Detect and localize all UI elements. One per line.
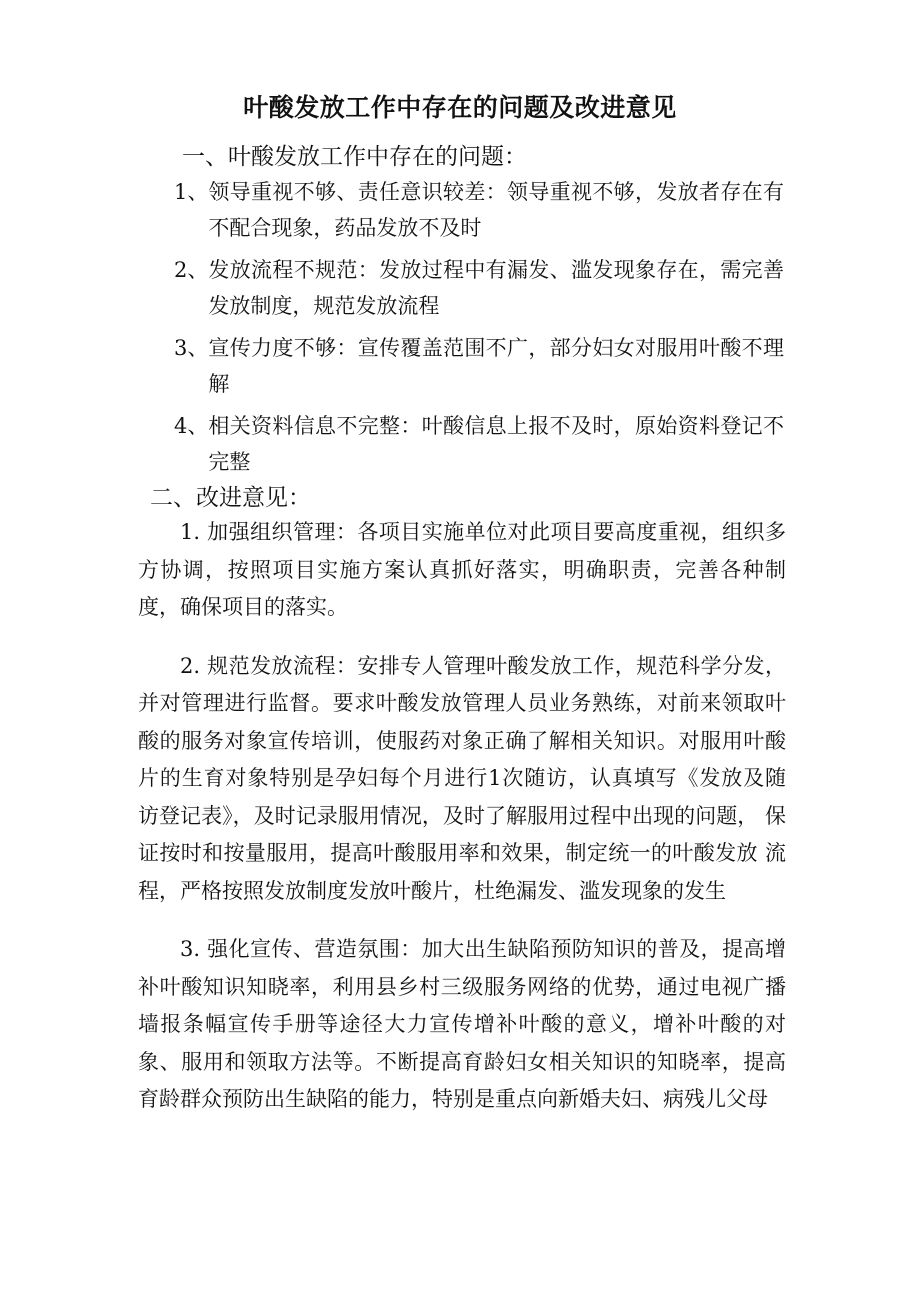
list-item [174, 330, 784, 402]
section-heading-suggestions: 二、改进意见： [150, 485, 311, 511]
list-item [174, 252, 784, 324]
document-title: 叶酸发放工作中存在的问题及改进意见 [243, 93, 677, 122]
suggestion-paragraph: 3. 强化宣传、营造氛围：加大出生缺陷预防知识的普及，提高增补叶酸知识知晓率，利用县乡村三级服务网络的优势，通过电视广播墙报条幅宣传手册等途径大力宣传增补叶酸的意义，增补叶酸的对象、服用和领取方法等。不断提高育龄妇女相关知识的知晓率，提高育龄群众预防出生缺陷的能力，特别是重点向新婚夫妇、病残儿父母 [138, 937, 786, 1111]
list-item [174, 174, 784, 246]
suggestion-list [138, 514, 786, 1125]
list-item-text: 领导重视不够、责任意识较差：领导重视不够，发放者存在有不配合现象，药品发放不及时 [208, 180, 784, 240]
list-item [174, 408, 784, 480]
list-item-number: 4、 [174, 414, 209, 438]
suggestion-paragraph: 2. 规范发放流程：安排专人管理叶酸发放工作，规范科学分发， 并对管理进行监督。要求叶酸发放管理人员业务熟练，对前来领取叶 酸的服务对象宣传培训，使服药对象正确了解相关知识。对服用叶酸 片的生育对象特别是孕妇每个月进行1次随访，认真填写《发放及随 访登记表》，及时记录服用情况，及时了解服用过程中出现的问题， 保证按时和按量服用，提高叶酸服用率和效果，制定统一的叶酸发放 流程，严格按照发放制度发放叶酸片，杜绝漏发、滥发现象的发生 [138, 653, 786, 903]
list-item-text: 相关资料信息不完整：叶酸信息上报不及时，原始资料登记不完整 [208, 414, 784, 474]
list-item-number: 2、 [174, 258, 209, 282]
list-item-text: 宣传力度不够：宣传覆盖范围不广，部分妇女对服用叶酸不理解 [208, 336, 784, 396]
list-item-text: 发放流程不规范：发放过程中有漏发、滥发现象存在，需完善发放制度，规范发放流程 [208, 258, 784, 318]
suggestion-paragraph: 1. 加强组织管理：各项目实施单位对此项目要高度重视，组织多方协调，按照项目实施方案认真抓好落实，明确职责，完善各种制度，确保项目的落实。 [138, 520, 786, 619]
list-item-number: 3、 [174, 336, 209, 360]
list-item-number: 1、 [174, 180, 209, 204]
section-heading-problems: 一、叶酸发放工作中存在的问题： [182, 144, 527, 170]
problem-list [174, 174, 784, 486]
